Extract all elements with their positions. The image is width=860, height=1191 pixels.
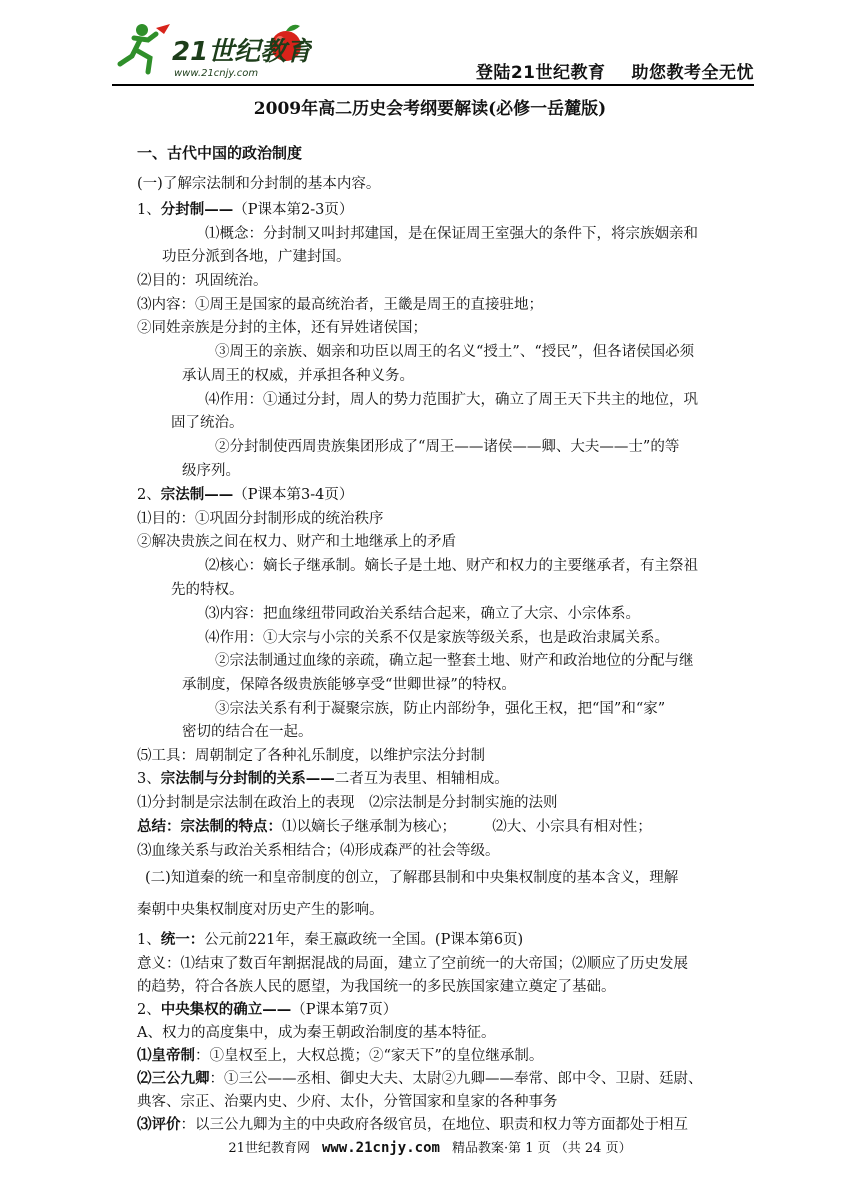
summary-line: 总结：宗法制的特点：⑴以嫡长子继承制为核心； ⑵大、小宗具有相对性； [137, 818, 652, 835]
text-line: ⑶内容：把血缘纽带同政治关系结合起来，确立了大宗、小宗体系。 [205, 606, 640, 622]
text-line: 先的特权。 [171, 582, 244, 598]
text-line: ⑶血缘关系与政治关系相结合；⑷形成森严的社会等级。 [137, 843, 500, 859]
slogan-left: 登陆21世纪教育 [475, 63, 606, 83]
text-line: 1、分封制——（P课本第2-3页） [137, 201, 354, 218]
text-line: ⑶评价：以三公九卿为主的中央政府各级官员，在地位、职责和权力等方面都处于相互 [137, 1116, 688, 1133]
footer-page-info: 精品教案·第 1 页 （共 24 页） [451, 1141, 632, 1156]
text-line: 功臣分派到各地，广建封国。 [162, 249, 351, 265]
text-line: ⑸工具：周朝制定了各种礼乐制度，以维护宗法分封制 [137, 748, 485, 764]
logo-21cnjy-icon [112, 20, 312, 84]
text-line: ⑴概念：分封制又叫封邦建国，是在保证周王室强大的条件下，将宗族姻亲和 [205, 226, 698, 242]
text-line: 级序列。 [182, 463, 240, 479]
text-line: 秦朝中央集权制度对历史产生的影响。 [137, 902, 384, 918]
text-line: ②解决贵族之间在权力、财产和土地继承上的矛盾 [137, 534, 456, 550]
svg-text:21世纪教育: 21世纪教育 [172, 37, 312, 67]
text-line: A、权力的高度集中，成为秦王朝政治制度的基本特征。 [137, 1025, 496, 1041]
section-heading: 一、古代中国的政治制度 [137, 144, 303, 162]
text-line: ⑵三公九卿：①三公——丞相、御史大夫、太尉②九卿——奉常、郎中令、卫尉、廷尉、 [137, 1070, 703, 1087]
text-line: ③周王的亲族、姻亲和功臣以周王的名义“授土”、“授民”，但各诸侯国必须 [215, 344, 695, 360]
text-line: 2、中央集权的确立——（P课本第7页） [137, 1001, 398, 1018]
header-slogan [476, 58, 754, 83]
header-divider [112, 84, 754, 86]
text-line: 意义：⑴结束了数百年割据混战的局面，建立了空前统一的大帝国；⑵顺应了历史发展 [137, 956, 688, 972]
text-line: ⑴皇帝制：①皇权至上，大权总揽；②“家天下”的皇位继承制。 [137, 1047, 544, 1064]
text-line: 3、宗法制与分封制的关系——二者互为表里、相辅相成。 [137, 770, 509, 787]
text-line: ⑴分封制是宗法制在政治上的表现 ⑵宗法制是分封制实施的法则 [137, 795, 558, 811]
svg-text:www.21cnjy.com: www.21cnjy.com [174, 68, 259, 79]
document-title: 2009年高二历史会考纲要解读(必修一岳麓版) [253, 99, 607, 119]
text-line: 固了统治。 [171, 415, 244, 431]
subsection-heading: (一)了解宗法制和分封制的基本内容。 [137, 176, 381, 192]
text-line: 典客、宗正、治粟内史、少府、太仆，分管国家和皇家的各种事务 [137, 1094, 558, 1110]
text-line: ②同姓亲族是分封的主体，还有异姓诸侯国； [137, 320, 427, 336]
text-line: 承制度，保障各级贵族能够享受“世卿世禄”的特权。 [182, 677, 516, 693]
text-line: ⑷作用：①大宗与小宗的关系不仅是家族等级关系，也是政治隶属关系。 [205, 630, 669, 646]
text-line: 密切的结合在一起。 [182, 724, 313, 740]
page-footer [0, 1137, 860, 1156]
text-line: 1、统一：公元前221年，秦王嬴政统一全国。(P课本第6页) [137, 931, 524, 948]
text-line: ⑵目的：巩固统治。 [137, 273, 268, 289]
page-header [112, 20, 754, 88]
subsection-heading: (二)知道秦的统一和皇帝制度的创立，了解郡县制和中央集权制度的基本含义，理解 [145, 870, 679, 886]
text-line: 2、宗法制——（P课本第3-4页） [137, 486, 354, 503]
text-line: ⑵核心：嫡长子继承制。嫡长子是土地、财产和权力的主要继承者，有主祭祖 [205, 558, 698, 574]
footer-url[interactable]: www.21cnjy.com [321, 1140, 440, 1156]
running-figure-icon [120, 24, 170, 72]
text-line: ⑷作用：①通过分封，周人的势力范围扩大，确立了周王天下共主的地位，巩 [205, 392, 698, 408]
footer-site: 21世纪教育网 [228, 1141, 310, 1156]
text-line: ⑶内容：①周王是国家的最高统治者，王畿是周王的直接驻地； [137, 297, 543, 313]
text-line: 的趋势，符合各族人民的愿望，为我国统一的多民族国家建立奠定了基础。 [137, 979, 616, 995]
text-line: ⑴目的：①巩固分封制形成的统治秩序 [137, 511, 384, 527]
text-line: ③宗法关系有利于凝聚宗族，防止内部纷争，强化王权，把“国”和“家” [215, 701, 666, 717]
slogan-right: 助您教考全无忧 [631, 63, 754, 83]
text-line: 承认周王的权威，并承担各种义务。 [182, 368, 414, 384]
text-line: ②分封制使西周贵族集团形成了“周王——诸侯——卿、大夫——士”的等 [215, 439, 680, 455]
text-line: ②宗法制通过血缘的亲疏，确立起一整套土地、财产和政治地位的分配与继 [215, 653, 694, 669]
